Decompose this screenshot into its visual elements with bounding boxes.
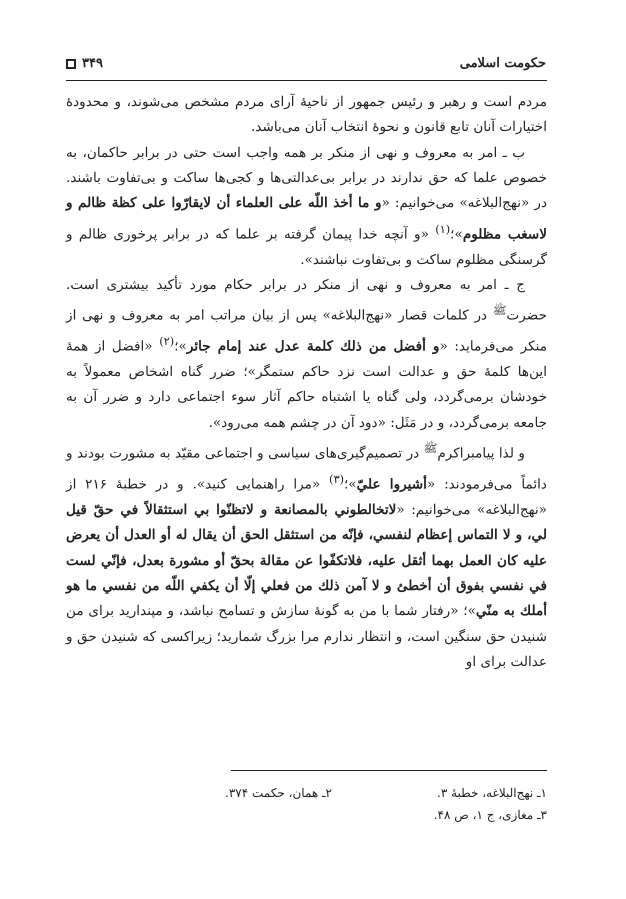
text: «مرا راهنمایی کنید». و در خطبهٔ ۲۱۶ از «نهج‌البلاغه» می‌خوانیم: «	[66, 476, 547, 518]
paragraph-3	[66, 273, 547, 436]
paragraph-1: مردم است و رهبر و رئیس جمهور از ناحیهٔ آرای مردم مشخص می‌شوند، و محدودهٔ اختیارات آنان تابع قانون و نحوهٔ انتخاب آنان می‌باشد.	[66, 94, 547, 136]
arabic-quote: و أفضل من ذلك كلمة عدل عند إمام جائر	[186, 338, 440, 355]
footnote-ref-3[interactable]: (۳)	[329, 471, 344, 486]
salutation-glyph: ﷺ	[423, 441, 438, 456]
footnote-1: ۱ـ نهج‌البلاغه، خطبهٔ ۳.	[437, 786, 547, 800]
running-header	[66, 54, 546, 74]
text: ب ـ امر به معروف و نهی از منکر بر همه واجب است حتی در برابر حاکمان، به خصوص علما که حق ندارند در برابر بی‌عدالتی‌ها و کجی‌ها ساکت و بی‌تفاوت باشند. در «نهج‌البلاغه» می‌خوانیم: «	[66, 144, 548, 212]
page-number: ۳۴۹	[82, 56, 103, 71]
paragraph-4	[66, 436, 547, 675]
text: »؛ «رفتار شما با من به گونهٔ سازش و تسامح نباشد، و مپندارید برای من شنیدن حق سنگین است، و انتظار ندارم مرا بزرگ شمارید؛ زیراکسی که شنیدن حق و عدالت برای او	[66, 603, 547, 670]
footnote-3: ۳ـ مغازی، ج ۱، ص ۴۸.	[433, 808, 547, 822]
text: و لذا پیامبراکرم	[437, 445, 525, 462]
text: در تصمیم‌گیری‌های سیاسی و اجتماعی مقیّد به مشورت بودند و دائماً می‌فرمودند: «	[66, 445, 547, 493]
footnote-ref-1[interactable]: (۱)	[435, 221, 451, 236]
footnote-ref-2[interactable]: (۲)	[159, 334, 175, 349]
footnote-row	[66, 804, 547, 826]
header-title: حکومت اسلامی	[459, 56, 546, 71]
text: »؛	[343, 476, 357, 493]
text: «افضل از همهٔ این‌ها کلمهٔ حق و عدالت است نزد حاکم ستمگر»؛ ضرر گناه اشخاص معمولاً به خودشان برمی‌گردد، ولی گناه یا اشتباه حاکم آثار سوء اجتماعی دارد و ضرر آن به جامعه برمی‌گردد، و در مَثَل: «دود آن در چشم همه می‌رود».	[66, 338, 547, 431]
footnotes	[66, 782, 547, 826]
text: «و آنچه خدا پیمان گرفته بر علما که در برابر پرخوری ظالم و گرسنگی مظلوم ساکت و بی‌تفاوت نباشند».	[66, 226, 547, 268]
header-divider	[66, 80, 547, 81]
paragraph-2	[66, 141, 547, 273]
main-text	[66, 90, 547, 675]
text: »؛	[450, 226, 463, 243]
text: ج ـ امر به معروف و نهی از منکر در برابر حکام مورد تأکید بیشتری است. حضرت	[66, 276, 547, 324]
text: »؛	[174, 338, 187, 355]
arabic-quote: لاتخالطوني بالمصانعة و لاتظنّوا بي استثقالاً في حقّ قيل لي، و لا التماس إعظام لنفسي، فإنّه من استثقل الحق أن يقال له أو العدل أن يعرض عليه كان العمل بهما أثقل عليه، فلاتكفّوا عن مقالة بحقّ أو مشورة بعدل، فإنّي لست في نفسي بفوق أن أخطئ و لا آمن ذلك من فعلي إلّا أن يكفي اللّه من نفسي ما هو أملك به منّي	[66, 501, 547, 620]
arabic-quote: أشيروا عليّ	[356, 476, 427, 493]
salutation-glyph: ﷺ	[492, 303, 507, 318]
footnote-row	[66, 782, 547, 804]
page-number-box	[66, 54, 103, 74]
square-icon	[66, 59, 76, 69]
footnote-divider	[231, 770, 547, 771]
arabic-quote: و ما أخذ اللّه على العلماء أن لايقارّوا على كظة ظالم و لاسغب مظلوم	[66, 195, 547, 243]
text: در کلمات قصار «نهج‌البلاغه» پس از بیان مراتب امر به معروف و نهی از منکر می‌فرماید: «	[66, 307, 547, 355]
footnote-2: ۲ـ همان، حکمت ۳۷۴.	[225, 786, 332, 800]
